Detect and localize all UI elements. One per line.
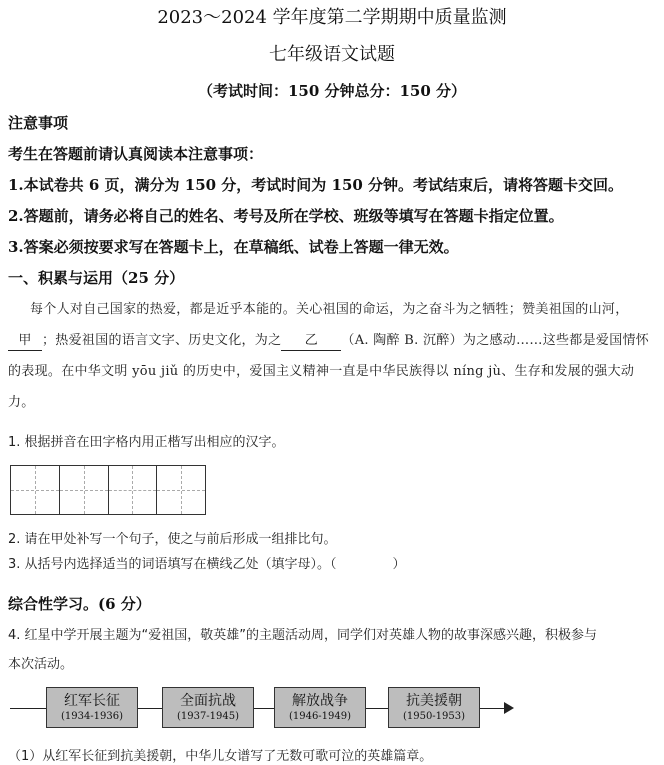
timeline-box-years: (1934-1936) [60, 711, 124, 722]
section1-heading: 一、积累与运用（25 分） [8, 269, 185, 287]
timeline-box-name: 全面抗战 [180, 693, 236, 709]
question-2: 2. 请在甲处补写一个句子，使之与前后形成一组排比句。 [8, 532, 337, 547]
tianzige-cell[interactable] [60, 466, 109, 514]
question-1: 1. 根据拼音在田字格内用正楷写出相应的汉字。 [8, 435, 285, 450]
exam-title: 2023～2024 学年度第二学期期中质量监测 [157, 7, 507, 28]
section2-heading: 综合性学习。(6 分） [8, 595, 151, 613]
timeline-box-korean-war [388, 687, 480, 728]
timeline-box-years: (1950-1953) [402, 711, 466, 722]
timeline-arrow-icon [504, 702, 514, 714]
blank-jia: 甲 [8, 332, 42, 351]
tianzige-grid[interactable] [10, 465, 206, 515]
exam-subtitle: 七年级语文试题 [269, 44, 395, 65]
timeline-box-name: 解放战争 [292, 693, 348, 709]
question-3-suffix: ） [392, 557, 406, 572]
reading-passage [8, 294, 658, 418]
notice-heading: 注意事项 [8, 114, 69, 132]
timeline-box-name: 抗美援朝 [406, 693, 462, 709]
notice-intro: 考生在答题前请认真阅读本注意事项： [8, 145, 264, 163]
timeline-box-name: 红军长征 [64, 693, 120, 709]
blank-yi: 乙 [281, 332, 341, 351]
timeline-box-years: (1937-1945) [176, 711, 240, 722]
timeline-box-long-march [46, 687, 138, 728]
timeline-box-anti-japanese-war [162, 687, 254, 728]
question-3 [8, 553, 406, 572]
question-3-prefix: 3. 从括号内选择适当的词语填写在横线乙处（填字母）。（ [8, 557, 337, 572]
question-4-sub-1: （1）从红军长征到抗美援朝，中华儿女谱写了无数可歌可泣的英雄篇章。 [8, 749, 433, 764]
timeline-box-liberation-war [274, 687, 366, 728]
passage-part-2: ；热爱祖国的语言文字、历史文化，为之 [42, 333, 282, 348]
timeline-box-years: (1946-1949) [288, 711, 352, 722]
notice-item-1: 1.本试卷共 6 页，满分为 150 分，考试时间为 150 分钟。考试结束后，请将答题卡交回。 [8, 176, 624, 194]
question-4-line-2: 本次活动。 [8, 657, 74, 672]
tianzige-cell[interactable] [109, 466, 158, 514]
notice-item-2: 2.答题前，请务必将自己的姓名、考号及所在学校、班级等填写在答题卡指定位置。 [8, 207, 564, 225]
passage-part-3: （A. 陶醉 B. 沉醉）为之感动……这些都是爱国情怀的表现。在中华文明 yōu jiǔ 的历史中，爱国主义精神一直是中华民族得以 níng jù、生存和发展的强大动力。 [8, 333, 650, 410]
question-4-line-1: 4. 红星中学开展主题为“爱祖国，敬英雄”的主题活动周，同学们对英雄人物的故事深感兴趣，积极参与 [8, 628, 598, 643]
tianzige-cell[interactable] [11, 466, 60, 514]
tianzige-cell[interactable] [157, 466, 205, 514]
exam-time: （考试时间：150 分钟总分：150 分） [197, 82, 467, 100]
passage-part-1: 每个人对自己国家的热爱，都是近乎本能的。关心祖国的命运，为之奋斗为之牺牲；赞美祖国的山河， [30, 302, 629, 317]
notice-item-3: 3.答案必须按要求写在答题卡上，在草稿纸、试卷上答题一律无效。 [8, 238, 459, 256]
